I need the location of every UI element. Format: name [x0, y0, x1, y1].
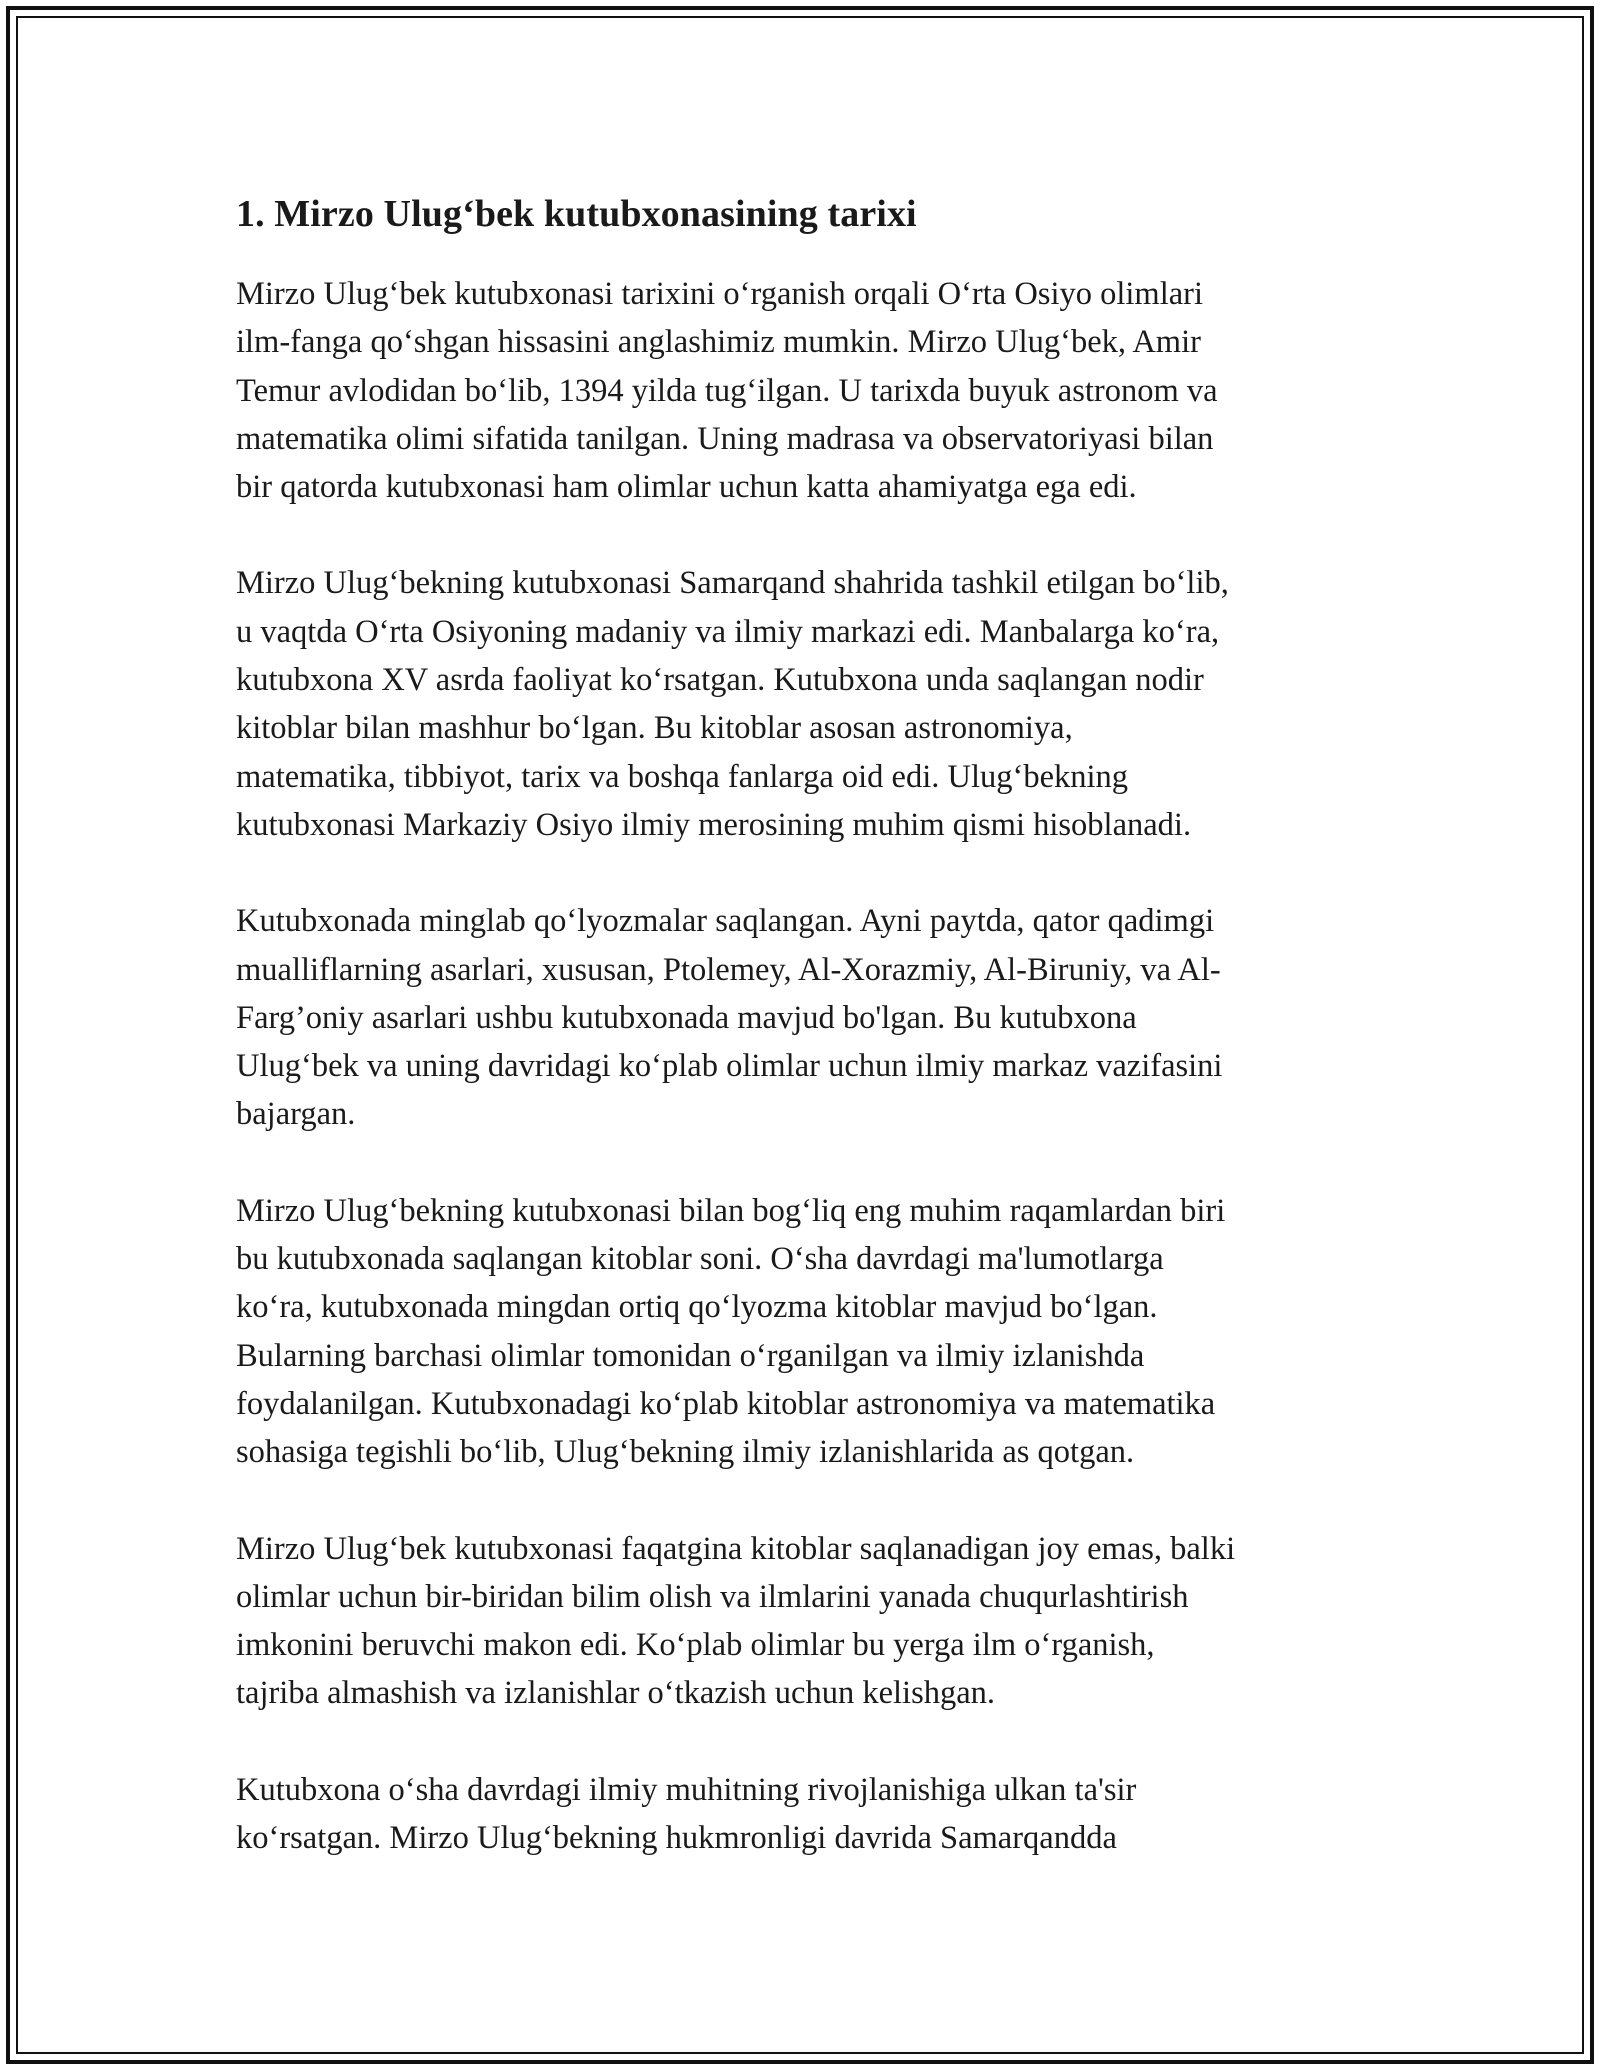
- paragraph-3: Kutubxonada minglab qo‘lyozmalar saqlangan. Ayni paytda, qator qadimgi mualliflarning asarlari, xususan, Ptolemey, Al-Xorazmiy, Al-Biruniy, va Al- Farg’oniy asarlari ushbu kutubxonada mavjud bo'lgan. Bu kutubxona Ulug‘bek va uning davridagi ko‘plab olimlar uchun ilmiy markaz vazifasini bajargan.: [236, 903, 1223, 1133]
- paragraph-2: Mirzo Ulug‘bekning kutubxonasi Samarqand shahrida tashkil etilgan bo‘lib, u vaqtda O‘rta Osiyoning madaniy va ilmiy markazi edi. Manbalarga ko‘ra, kutubxona XV asrda faoliyat ko‘rsatgan. Kutubxona unda saqlangan nodir kitoblar bilan mashhur bo‘lgan. Bu kitoblar asosan astronomiya, matematika, tibbiyot, tarix va boshqa fanlarga oid edi. Ulug‘bekning kutubxonasi Markaziy Osiyo ilmiy merosining muhim qismi hisoblanadi.: [236, 565, 1229, 843]
- paragraph-4: Mirzo Ulug‘bekning kutubxonasi bilan bog‘liq eng muhim raqamlardan biri bu kutubxonada saqlangan kitoblar soni. O‘sha davrdagi ma'lumotlarga ko‘ra, kutubxonada mingdan ortiq qo‘lyozma kitoblar mavjud bo‘lgan. Bularning barchasi olimlar tomonidan o‘rganilgan va ilmiy izlanishda foydalanilgan. Kutubxonadagi ko‘plab kitoblar astronomiya va matematika sohasiga tegishli bo‘lib, Ulug‘bekning ilmiy izlanishlarida as qotgan.: [236, 1192, 1226, 1471]
- paragraph-1: Mirzo Ulug‘bek kutubxonasi tarixini o‘rganish orqali O‘rta Osiyo olimlari ilm-fanga qo‘shgan hissasini anglashimiz mumkin. Mirzo Ulug‘bek, Amir Temur avlodidan bo‘lib, 1394 yilda tug‘ilgan. U tarixda buyuk astronom va matematika olimi sifatida tanilgan. Uning madrasa va observatoriyasi bilan bir qatorda kutubxonasi ham olimlar uchun katta ahamiyatga ega edi.: [236, 276, 1218, 506]
- paragraph-5: Mirzo Ulug‘bek kutubxonasi faqatgina kitoblar saqlanadigan joy emas, balki olimlar uchun bir-biridan bilim olish va ilmlarini yanada chuqurlashtirish imkonini beruvchi makon edi. Ko‘plab olimlar bu yerga ilm o‘rganish, tajriba almashish va izlanishlar o‘tkazish uchun kelishgan.: [236, 1530, 1236, 1712]
- section-title: 1. Mirzo Ulug‘bek kutubxonasining tarixi: [236, 193, 917, 235]
- paragraph-6: Kutubxona o‘sha davrdagi ilmiy muhitning rivojlanishiga ulkan ta'sir ko‘rsatgan. Mirzo Ulug‘bekning hukmronligi davrida Samarqandda: [236, 1771, 1137, 1857]
- document-body: [236, 186, 1376, 1910]
